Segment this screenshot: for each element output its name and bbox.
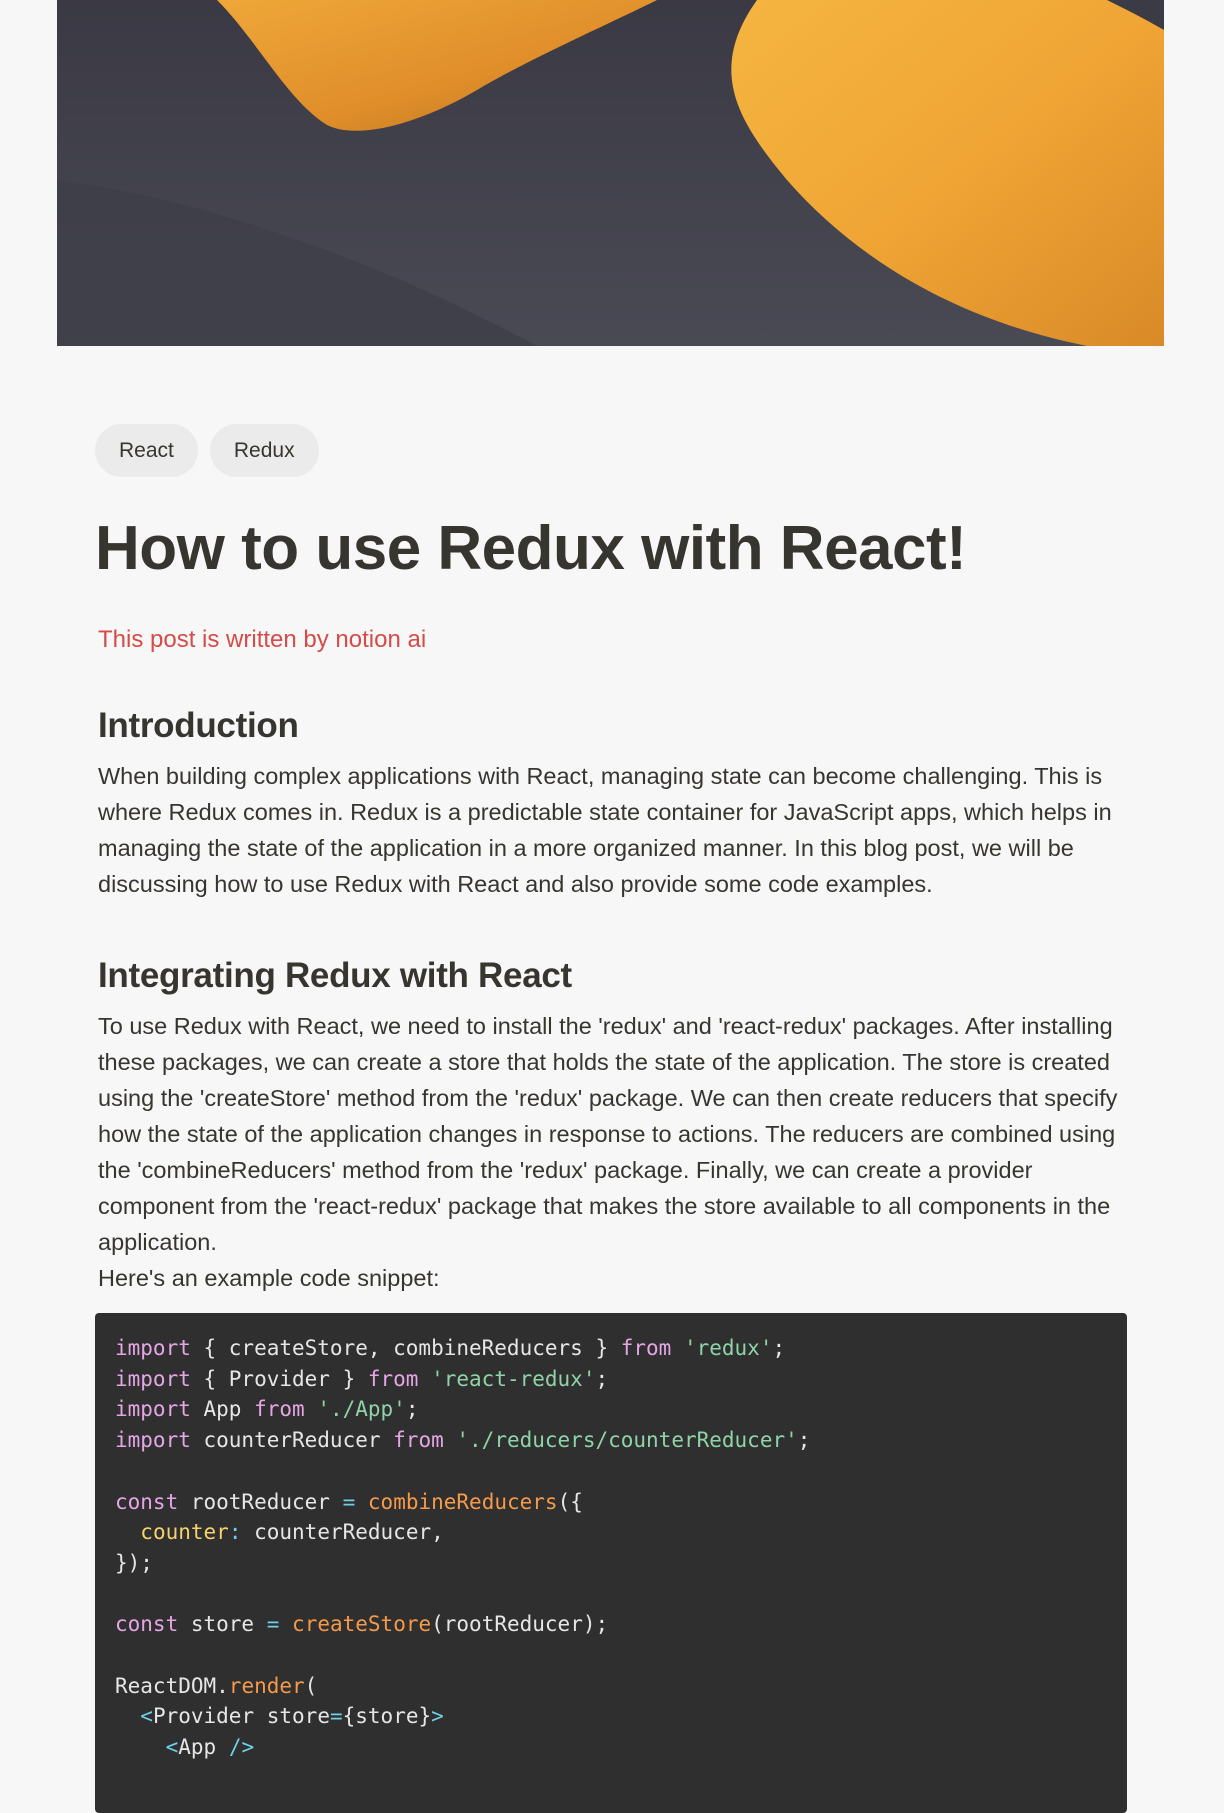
code-token: from [620,1336,672,1360]
code-token [355,1490,368,1514]
code-token [279,1612,292,1636]
code-token: = [342,1489,356,1514]
heading-introduction: Introduction [98,706,299,746]
article [95,424,1127,1296]
code-token: render [228,1673,305,1698]
code-token [418,1367,431,1391]
code-token: ({ [557,1489,583,1514]
code-token: store [178,1612,267,1637]
code-token: /> [228,1735,255,1760]
code-token: = [266,1612,280,1637]
code-line [115,1517,1127,1548]
code-token: './App' [317,1397,406,1422]
code-token: createStore [292,1612,432,1637]
code-token: { Provider } [190,1366,368,1391]
code-token [115,1735,166,1759]
code-token: const [115,1489,179,1514]
code-token [115,1520,140,1544]
code-line [115,1487,1127,1518]
code-token: ; [405,1397,419,1422]
code-token: import [115,1428,191,1453]
code-line [115,1701,1127,1732]
code-token [115,1704,140,1728]
code-line [115,1364,1127,1395]
code-line [115,1640,1127,1671]
code-line [115,1425,1127,1456]
code-line [115,1548,1127,1579]
code-token: 'react-redux' [431,1366,596,1391]
code-block[interactable] [95,1313,1127,1813]
code-token [671,1336,684,1360]
code-token: combineReducers [367,1489,558,1514]
code-token: import [115,1366,191,1391]
code-line [115,1579,1127,1610]
tag-react[interactable]: React [95,424,198,477]
code-token: > [431,1704,444,1729]
code-token: from [254,1397,305,1422]
code-token [305,1397,318,1421]
code-token: : [228,1520,242,1545]
code-token: ; [797,1428,811,1453]
tag-redux[interactable]: Redux [210,424,319,477]
code-line [115,1671,1127,1702]
code-token: from [367,1366,419,1391]
code-content[interactable] [95,1313,1127,1763]
code-token: { createStore, combineReducers } [190,1336,621,1360]
code-line [115,1456,1127,1487]
code-line [115,1333,1127,1364]
code-token: {store} [342,1704,432,1729]
heading-integrating: Integrating Redux with React [98,956,572,996]
code-token: import [115,1336,191,1360]
code-token: const [115,1612,179,1637]
page-title: How to use Redux with React! [95,514,967,583]
code-token: ; [772,1336,786,1360]
code-token: counterReducer, [241,1520,444,1545]
byline: This post is written by notion ai [98,626,427,654]
code-token: = [329,1704,343,1729]
code-line [115,1732,1127,1763]
code-line [115,1609,1127,1640]
code-token: rootReducer [178,1489,343,1514]
code-token: < [140,1704,153,1729]
code-token: counterReducer [190,1428,394,1453]
code-token: ( [304,1673,318,1698]
code-line [115,1394,1127,1425]
code-token: App [178,1735,229,1760]
code-token: './reducers/counterReducer' [456,1428,798,1453]
code-token: counter [140,1520,229,1545]
code-token: 'redux' [683,1336,773,1360]
code-token: App [190,1397,255,1422]
code-token: }); [115,1550,153,1575]
code-token: (rootReducer); [431,1612,609,1637]
introduction-paragraph: When building complex applications with React, managing state can become challenging. This is where Redux comes in. Redux is a predictable state container for JavaScript apps, which helps in managing the state of the application in a more organized manner. In this blog post, we will be discussing how to use Redux with React and also provide some code examples. [98,763,1112,898]
code-token: ; [595,1366,609,1391]
integrating-body: To use Redux with React, we need to install the 'redux' and 'react-redux' packages. After installing these packages, we can create a store that holds the state of the application. The store is created using the 'createStore' method from the 'redux' package. We can then create reducers that specify how the state of the application changes in response to actions. The reducers are combined using the 'combineReducers' method from the 'redux' package. Finally, we can create a provider component from the 'react-redux' package that makes the store available to all components in the application. [98,1013,1118,1256]
code-token: import [115,1397,191,1422]
code-token: ReactDOM. [115,1673,229,1698]
tag-list [95,424,1127,477]
code-token: < [165,1735,179,1760]
integrating-paragraph [98,1008,1127,1296]
code-token [444,1428,457,1452]
snippet-intro: Here's an example code snippet: [98,1265,440,1292]
cover-image [57,0,1164,346]
code-token: Provider store [152,1704,330,1729]
code-token: from [393,1428,444,1453]
